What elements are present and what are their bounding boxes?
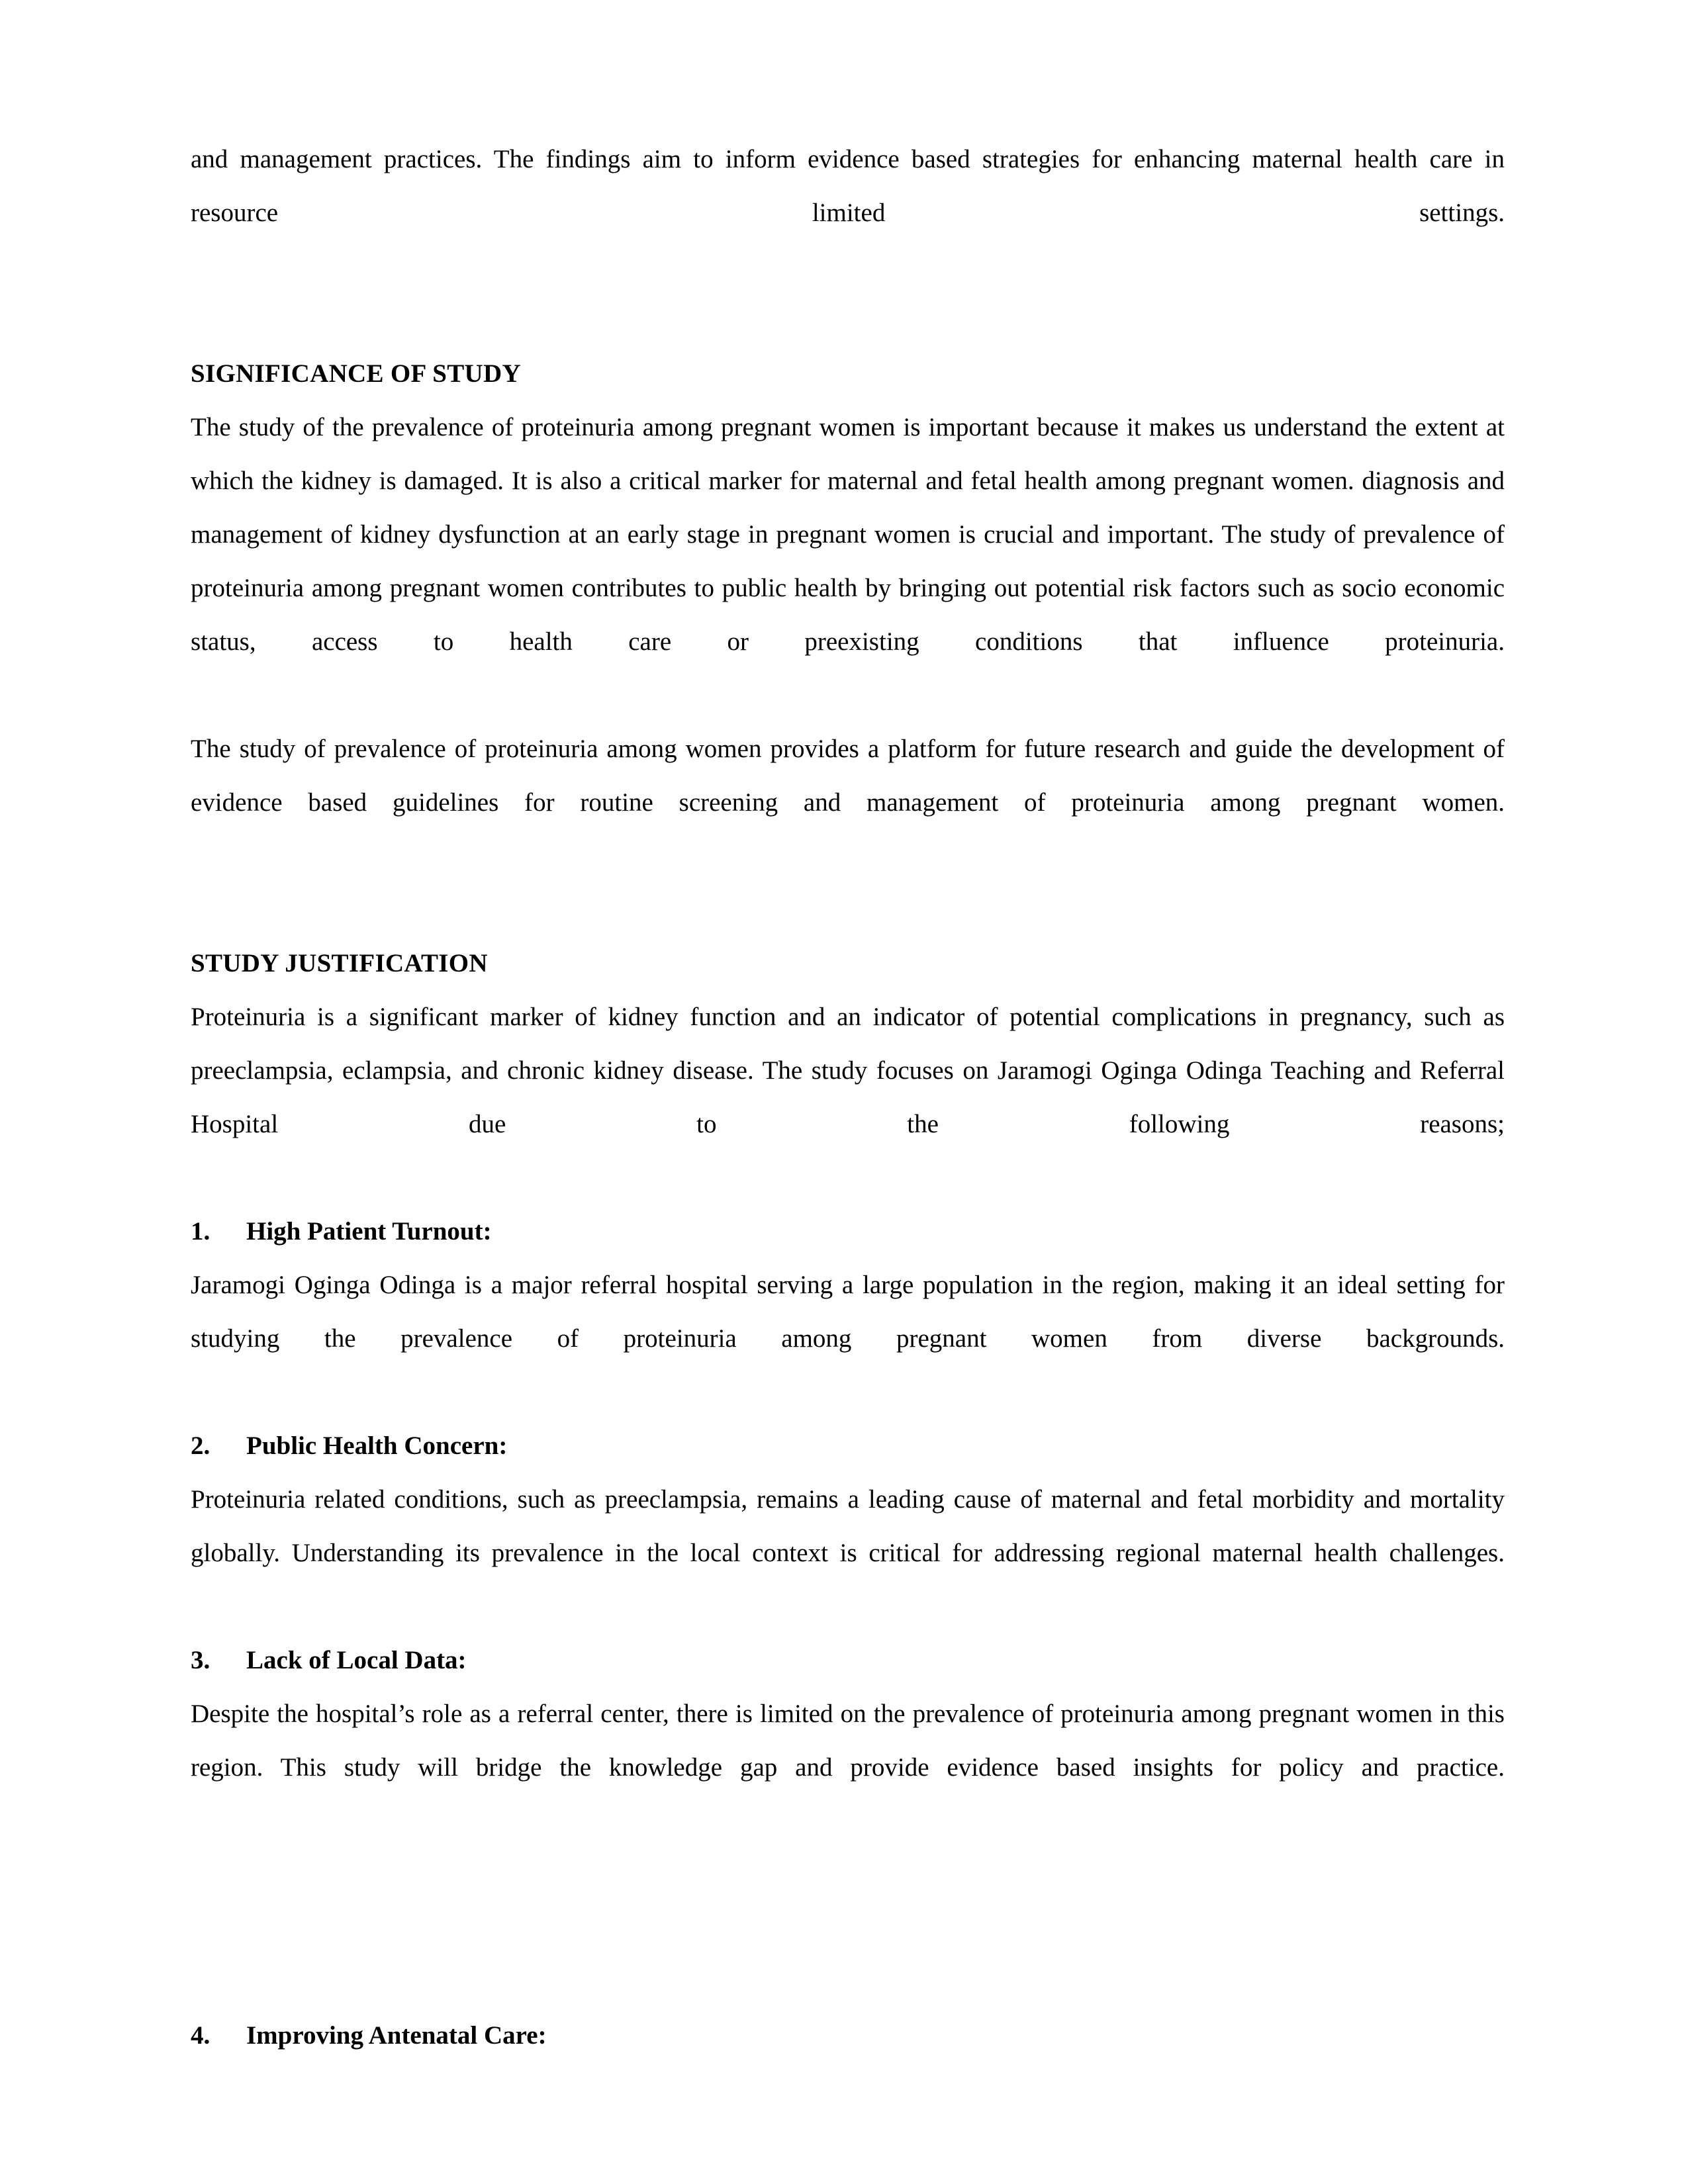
paragraph-intro-continuation: and management practices. The findings aim to inform evidence based strategies for enhancing maternal health care in resource limited settings. xyxy=(191,145,1505,227)
list-item-label: High Patient Turnout: xyxy=(246,1217,492,1246)
list-item-number: 2. xyxy=(191,1432,211,1460)
list-item-reason-3 xyxy=(191,1633,1505,1687)
paragraph-reason-1-body: Jaramogi Oginga Odinga is a major referral hospital serving a large population in the region, making it an ideal setting for studying the prevalence of proteinuria among pregnant women from diverse backgrounds. xyxy=(191,1271,1505,1353)
paragraph-reason-3-body: Despite the hospital’s role as a referral center, there is limited on the prevalence of proteinuria among pregnant women in this region. This study will bridge the knowledge gap and provide evidence based insights for policy and practice. xyxy=(191,1700,1505,1782)
list-item-label: Improving Antenatal Care: xyxy=(246,2021,547,2050)
heading-study-justification: STUDY JUSTIFICATION xyxy=(191,949,488,978)
heading-significance-of-study: SIGNIFICANCE OF STUDY xyxy=(191,359,521,388)
paragraph-significance-2: The study of prevalence of proteinuria among women provides a platform for future research and guide the development of evidence based guidelines for routine screening and management of proteinuria among pregnant women. xyxy=(191,735,1505,817)
paragraph-reason-2-body: Proteinuria related conditions, such as preeclampsia, remains a leading cause of maternal and fetal morbidity and mortality globally. Understanding its prevalence in the local context is critical for addressing regional maternal health challenges. xyxy=(191,1485,1505,1567)
list-item-reason-2 xyxy=(191,1419,1505,1473)
list-item-label: Lack of Local Data: xyxy=(246,1646,467,1674)
list-item-label: Public Health Concern: xyxy=(246,1432,508,1460)
vertical-spacer xyxy=(191,1848,1505,2009)
paragraph-justification-intro: Proteinuria is a significant marker of kidney function and an indicator of potential complications in pregnancy, such as preeclampsia, eclampsia, and chronic kidney disease. The study focuses on Jaramogi Oginga Odinga Teaching and Referral Hospital due to the following reasons; xyxy=(191,1003,1505,1138)
list-item-reason-4 xyxy=(191,2009,1505,2062)
list-item-number: 4. xyxy=(191,2021,211,2050)
list-item-number: 1. xyxy=(191,1217,211,1246)
vertical-spacer xyxy=(191,293,1505,347)
page-content xyxy=(191,132,1505,2062)
list-item-reason-1 xyxy=(191,1205,1505,1258)
list-item-number: 3. xyxy=(191,1646,211,1674)
paragraph-significance-1: The study of the prevalence of proteinuria among pregnant women is important because it makes us understand the extent at which the kidney is damaged. It is also a critical marker for maternal and fetal health among pregnant women. diagnosis and management of kidney dysfunction at an early stage in pregnant women is crucial and important. The study of prevalence of proteinuria among pregnant women contributes to public health by bringing out potential risk factors such as socio economic status, access to health care or preexisting conditions that influence proteinuria. xyxy=(191,413,1505,656)
vertical-spacer xyxy=(191,883,1505,936)
